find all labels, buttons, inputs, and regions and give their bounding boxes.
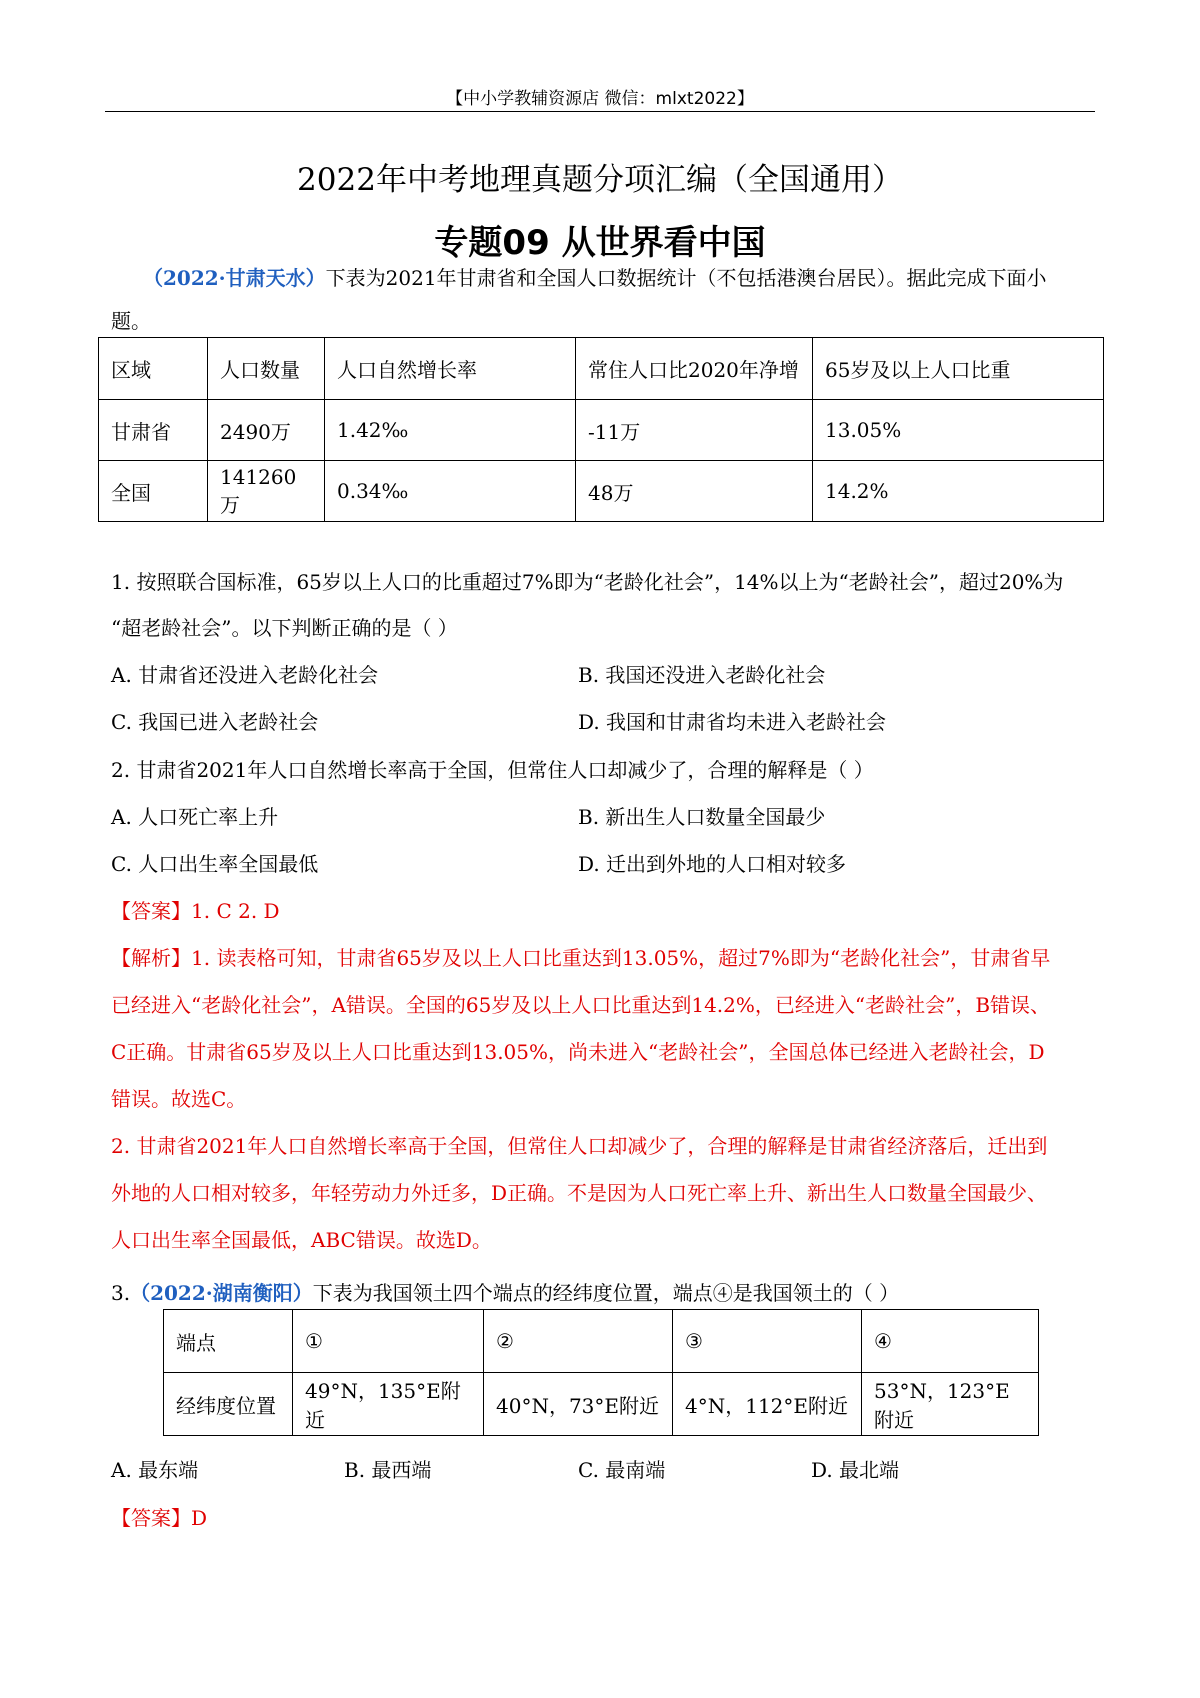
table-header-cell: ② <box>484 1310 673 1373</box>
population-table <box>98 337 1104 522</box>
table-header-cell: 人口数量 <box>208 338 325 400</box>
table-header-cell: 常住人口比2020年净增 <box>576 338 813 400</box>
page-header: 【中小学教辅资源店 微信：mlxt2022】 <box>446 89 754 109</box>
table-row <box>164 1373 1039 1436</box>
table-header-cell: ④ <box>862 1310 1039 1373</box>
q3-option-c: C. 最南端 <box>578 1458 666 1482</box>
table-cell: 14.2% <box>813 461 1104 522</box>
table-cell: 1.42‰ <box>325 400 576 461</box>
table-cell: 48万 <box>576 461 813 522</box>
table-cell: 0.34‰ <box>325 461 576 522</box>
table-row <box>99 461 1104 522</box>
table-cell: 全国 <box>99 461 208 522</box>
table-header-cell: 端点 <box>164 1310 293 1373</box>
table-cell: 40°N，73°E附近 <box>484 1373 673 1436</box>
table-header-cell: 65岁及以上人口比重 <box>813 338 1104 400</box>
table-cell: 4°N，112°E附近 <box>673 1373 862 1436</box>
table-row <box>99 400 1104 461</box>
analysis-line: 2. 甘肃省2021年人口自然增长率高于全国，但常住人口却减少了，合理的解释是甘肃省经济落后，迁出到 <box>111 1134 1048 1158</box>
q2-option-c: C. 人口出生率全国最低 <box>111 852 319 876</box>
analysis-line: 外地的人口相对较多，年轻劳动力外迁多，D正确。不是因为人口死亡率上升、新出生人口数量全国最少、 <box>111 1181 1048 1205</box>
question-1-line-2: “超老龄社会”。以下判断正确的是（ ） <box>111 616 458 640</box>
question-1-line-1: 1. 按照联合国标准，65岁以上人口的比重超过7%即为“老龄化社会”，14%以上为“老龄社会”，超过20%为 <box>111 570 1064 594</box>
analysis-line: 人口出生率全国最低，ABC错误。故选D。 <box>111 1228 492 1252</box>
q1-option-a: A. 甘肃省还没进入老龄化社会 <box>111 663 379 687</box>
q1-option-b: B. 我国还没进入老龄化社会 <box>578 663 826 687</box>
table-header-row <box>99 338 1104 400</box>
table-header-cell: 人口自然增长率 <box>325 338 576 400</box>
q1-option-d: D. 我国和甘肃省均未进入老龄社会 <box>578 710 887 734</box>
document-title: 2022年中考地理真题分项汇编（全国通用） <box>297 162 903 198</box>
q3-option-a: A. 最东端 <box>111 1458 199 1482</box>
analysis-line: C正确。甘肃省65岁及以上人口比重达到13.05%，尚未进入“老龄社会”，全国总体已经进入老龄社会，D <box>111 1040 1045 1064</box>
q2-option-d: D. 迁出到外地的人口相对较多 <box>578 852 847 876</box>
q2-option-b: B. 新出生人口数量全国最少 <box>578 805 826 829</box>
q2-option-a: A. 人口死亡率上升 <box>111 805 279 829</box>
table-header-cell: ③ <box>673 1310 862 1373</box>
intro-source: （2022·甘肃天水） <box>143 266 326 290</box>
q1-option-c: C. 我国已进入老龄社会 <box>111 710 319 734</box>
table-cell: 53°N，123°E附近 <box>862 1373 1039 1436</box>
endpoint-table <box>163 1309 1039 1436</box>
document-subtitle: 专题09 从世界看中国 <box>434 223 766 263</box>
analysis-line: 已经进入“老龄化社会”，A错误。全国的65岁及以上人口比重达到14.2%，已经进入“老龄社会”，B错误、 <box>111 993 1051 1017</box>
header-divider <box>105 111 1095 112</box>
answer-1: 【答案】1. C 2. D <box>111 899 280 923</box>
q3-option-b: B. 最西端 <box>344 1458 432 1482</box>
table-cell: 13.05% <box>813 400 1104 461</box>
intro-text: 下表为2021年甘肃省和全国人口数据统计（不包括港澳台居民）。据此完成下面小 <box>325 266 1047 290</box>
answer-3: 【答案】D <box>111 1506 208 1530</box>
table-header-row <box>164 1310 1039 1373</box>
question-2-line-1: 2. 甘肃省2021年人口自然增长率高于全国，但常住人口却减少了，合理的解释是（ ） <box>111 758 874 782</box>
table-cell: 经纬度位置 <box>164 1373 293 1436</box>
table-cell: 2490万 <box>208 400 325 461</box>
intro-line-1 <box>143 262 1047 291</box>
q3-option-d: D. 最北端 <box>811 1458 900 1482</box>
table-cell: 141260万 <box>208 461 325 522</box>
table-cell: 49°N，135°E附近 <box>293 1373 484 1436</box>
question-3-line <box>111 1277 899 1306</box>
analysis-line: 【解析】1. 读表格可知，甘肃省65岁及以上人口比重达到13.05%，超过7%即为“老龄化社会”，甘肃省早 <box>111 946 1051 970</box>
q3-number: 3. <box>111 1281 131 1305</box>
table-header-cell: ① <box>293 1310 484 1373</box>
intro-line-2: 题。 <box>111 309 151 333</box>
q3-source: （2022·湖南衡阳） <box>130 1281 313 1305</box>
table-cell: -11万 <box>576 400 813 461</box>
analysis-line: 错误。故选C。 <box>111 1087 247 1111</box>
q3-text: 下表为我国领土四个端点的经纬度位置，端点④是我国领土的（ ） <box>312 1281 900 1305</box>
table-cell: 甘肃省 <box>99 400 208 461</box>
table-header-cell: 区域 <box>99 338 208 400</box>
